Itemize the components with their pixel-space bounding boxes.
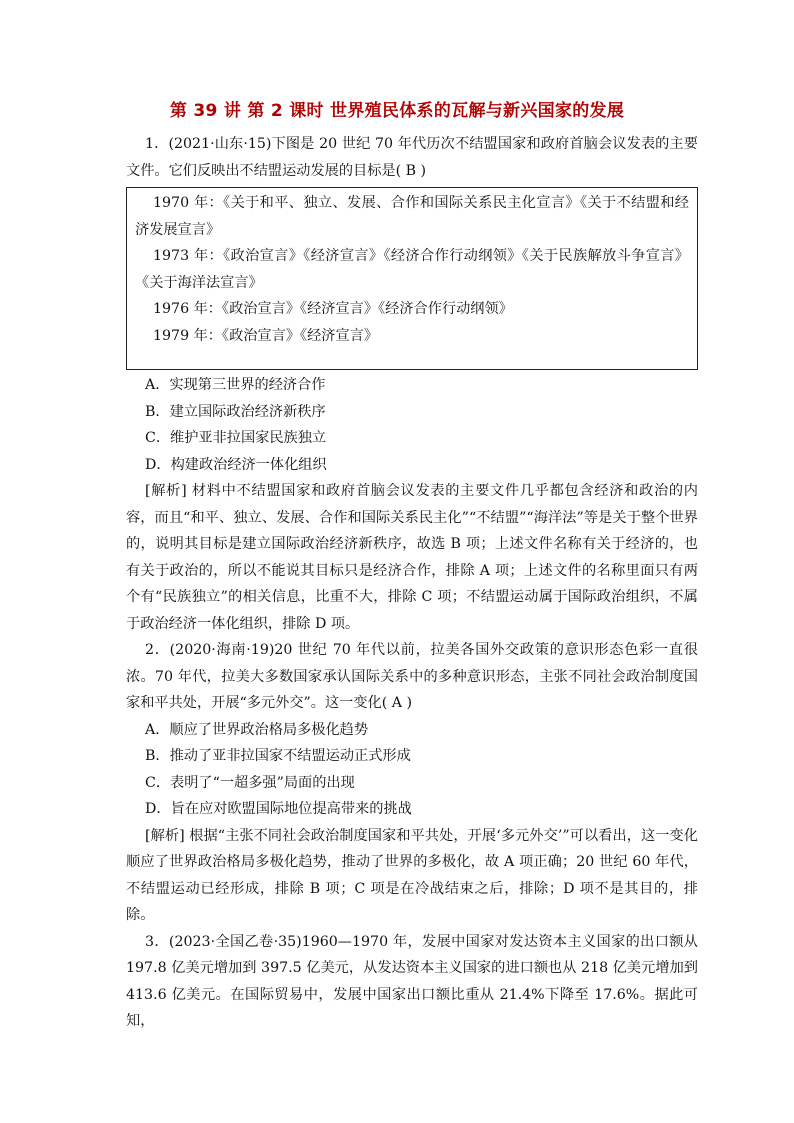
q2-option-a: A．顺应了世界政治格局多极化趋势 bbox=[145, 721, 369, 738]
q1-analysis: [解析] 材料中不结盟国家和政府首脑会议发表的主要文件几乎都包含经济和政治的内容，而且“和平、独立、发展、合作和国际关系民主化”“不结盟”“海洋法”等是关于整个世界的，说明其目标是建立国际政治经济新秩序，故选 B 项；上述文件名称有关于经济的，也有关于政治的，所以不能说其目标只是经济合作，排除 A 项；上述文件的名称里面只有两个有“民族独立”的相关信息，比重不大，排除 C 项；不结盟运动属于国际政治组织，不属于政治经济一体化组织，排除 D 项。 bbox=[126, 483, 698, 632]
q2-option-d: D．旨在应对欧盟国际地位提高带来的挑战 bbox=[145, 801, 412, 817]
q1-option-c: C．维护亚非拉国家民族独立 bbox=[145, 430, 327, 446]
q1-stem: 1．(2021·山东·15)下图是 20 世纪 70 年代历次不结盟国家和政府首脑会议发表的主要文件。它们反映出不结盟运动发展的目标是( B ) bbox=[126, 136, 698, 179]
content-body bbox=[126, 131, 698, 1035]
q1-box-line-1973: 1973 年：《政治宣言》《经济宣言》《经济合作行动纲领》《关于民族解放斗争宣言》《关于海洋法宣言》 bbox=[135, 248, 689, 291]
q3-stem: 3．(2023·全国乙卷·35)1960—1970 年，发展中国家对发达资本主义国家的出口额从 197.8 亿美元增加到 397.5 亿美元，从发达资本主义国家的进口额也从 218 亿美元增加到 413.6 亿美元。在国际贸易中，发展中国家出口额比重从 21.4%下降至 17.6%。据此可知， bbox=[126, 933, 698, 1029]
q1-option-a: A．实现第三世界的经济合作 bbox=[145, 377, 326, 393]
q1-option-d: D．构建政治经济一体化组织 bbox=[145, 456, 327, 473]
q1-box-line-1979: 1979 年：《政治宣言》《经济宣言》 bbox=[153, 327, 379, 344]
q1-box-line-1976: 1976 年：《政治宣言》《经济宣言》《经济合作行动纲领》 bbox=[153, 301, 513, 317]
page-title: 第 39 讲 第 2 课时 世界殖民体系的瓦解与新兴国家的发展 bbox=[169, 101, 625, 121]
q2-option-b: B．推动了亚非拉国家不结盟运动正式形成 bbox=[145, 748, 411, 764]
q2-option-c: C．表明了“一超多强”局面的出现 bbox=[145, 774, 355, 791]
q1-material-box bbox=[126, 187, 698, 370]
q1-box-line-1970: 1970 年：《关于和平、独立、发展、合作和国际关系民主化宣言》《关于不结盟和经济发展宣言》 bbox=[135, 195, 689, 238]
q1-option-b: B．建立国际政治经济新秩序 bbox=[145, 403, 326, 420]
q2-analysis: [解析] 根据“主张不同社会政治制度国家和平共处，开展‘多元外交’”可以看出，这一变化顺应了世界政治格局多极化趋势，推动了世界的多极化，故 A 项正确；20 世纪 60 年代，不结盟运动已经形成，排除 B 项；C 项是在冷战结束之后，排除；D 项不是其目的，排除。 bbox=[126, 827, 698, 923]
q2-stem: 2．(2020·海南·19)20 世纪 70 年代以前，拉美各国外交政策的意识形态色彩一直很浓。70 年代，拉美大多数国家承认国际关系中的多种意识形态，主张不同社会政治制度国家和平共处，开展“多元外交”。这一变化( A ) bbox=[126, 642, 698, 711]
